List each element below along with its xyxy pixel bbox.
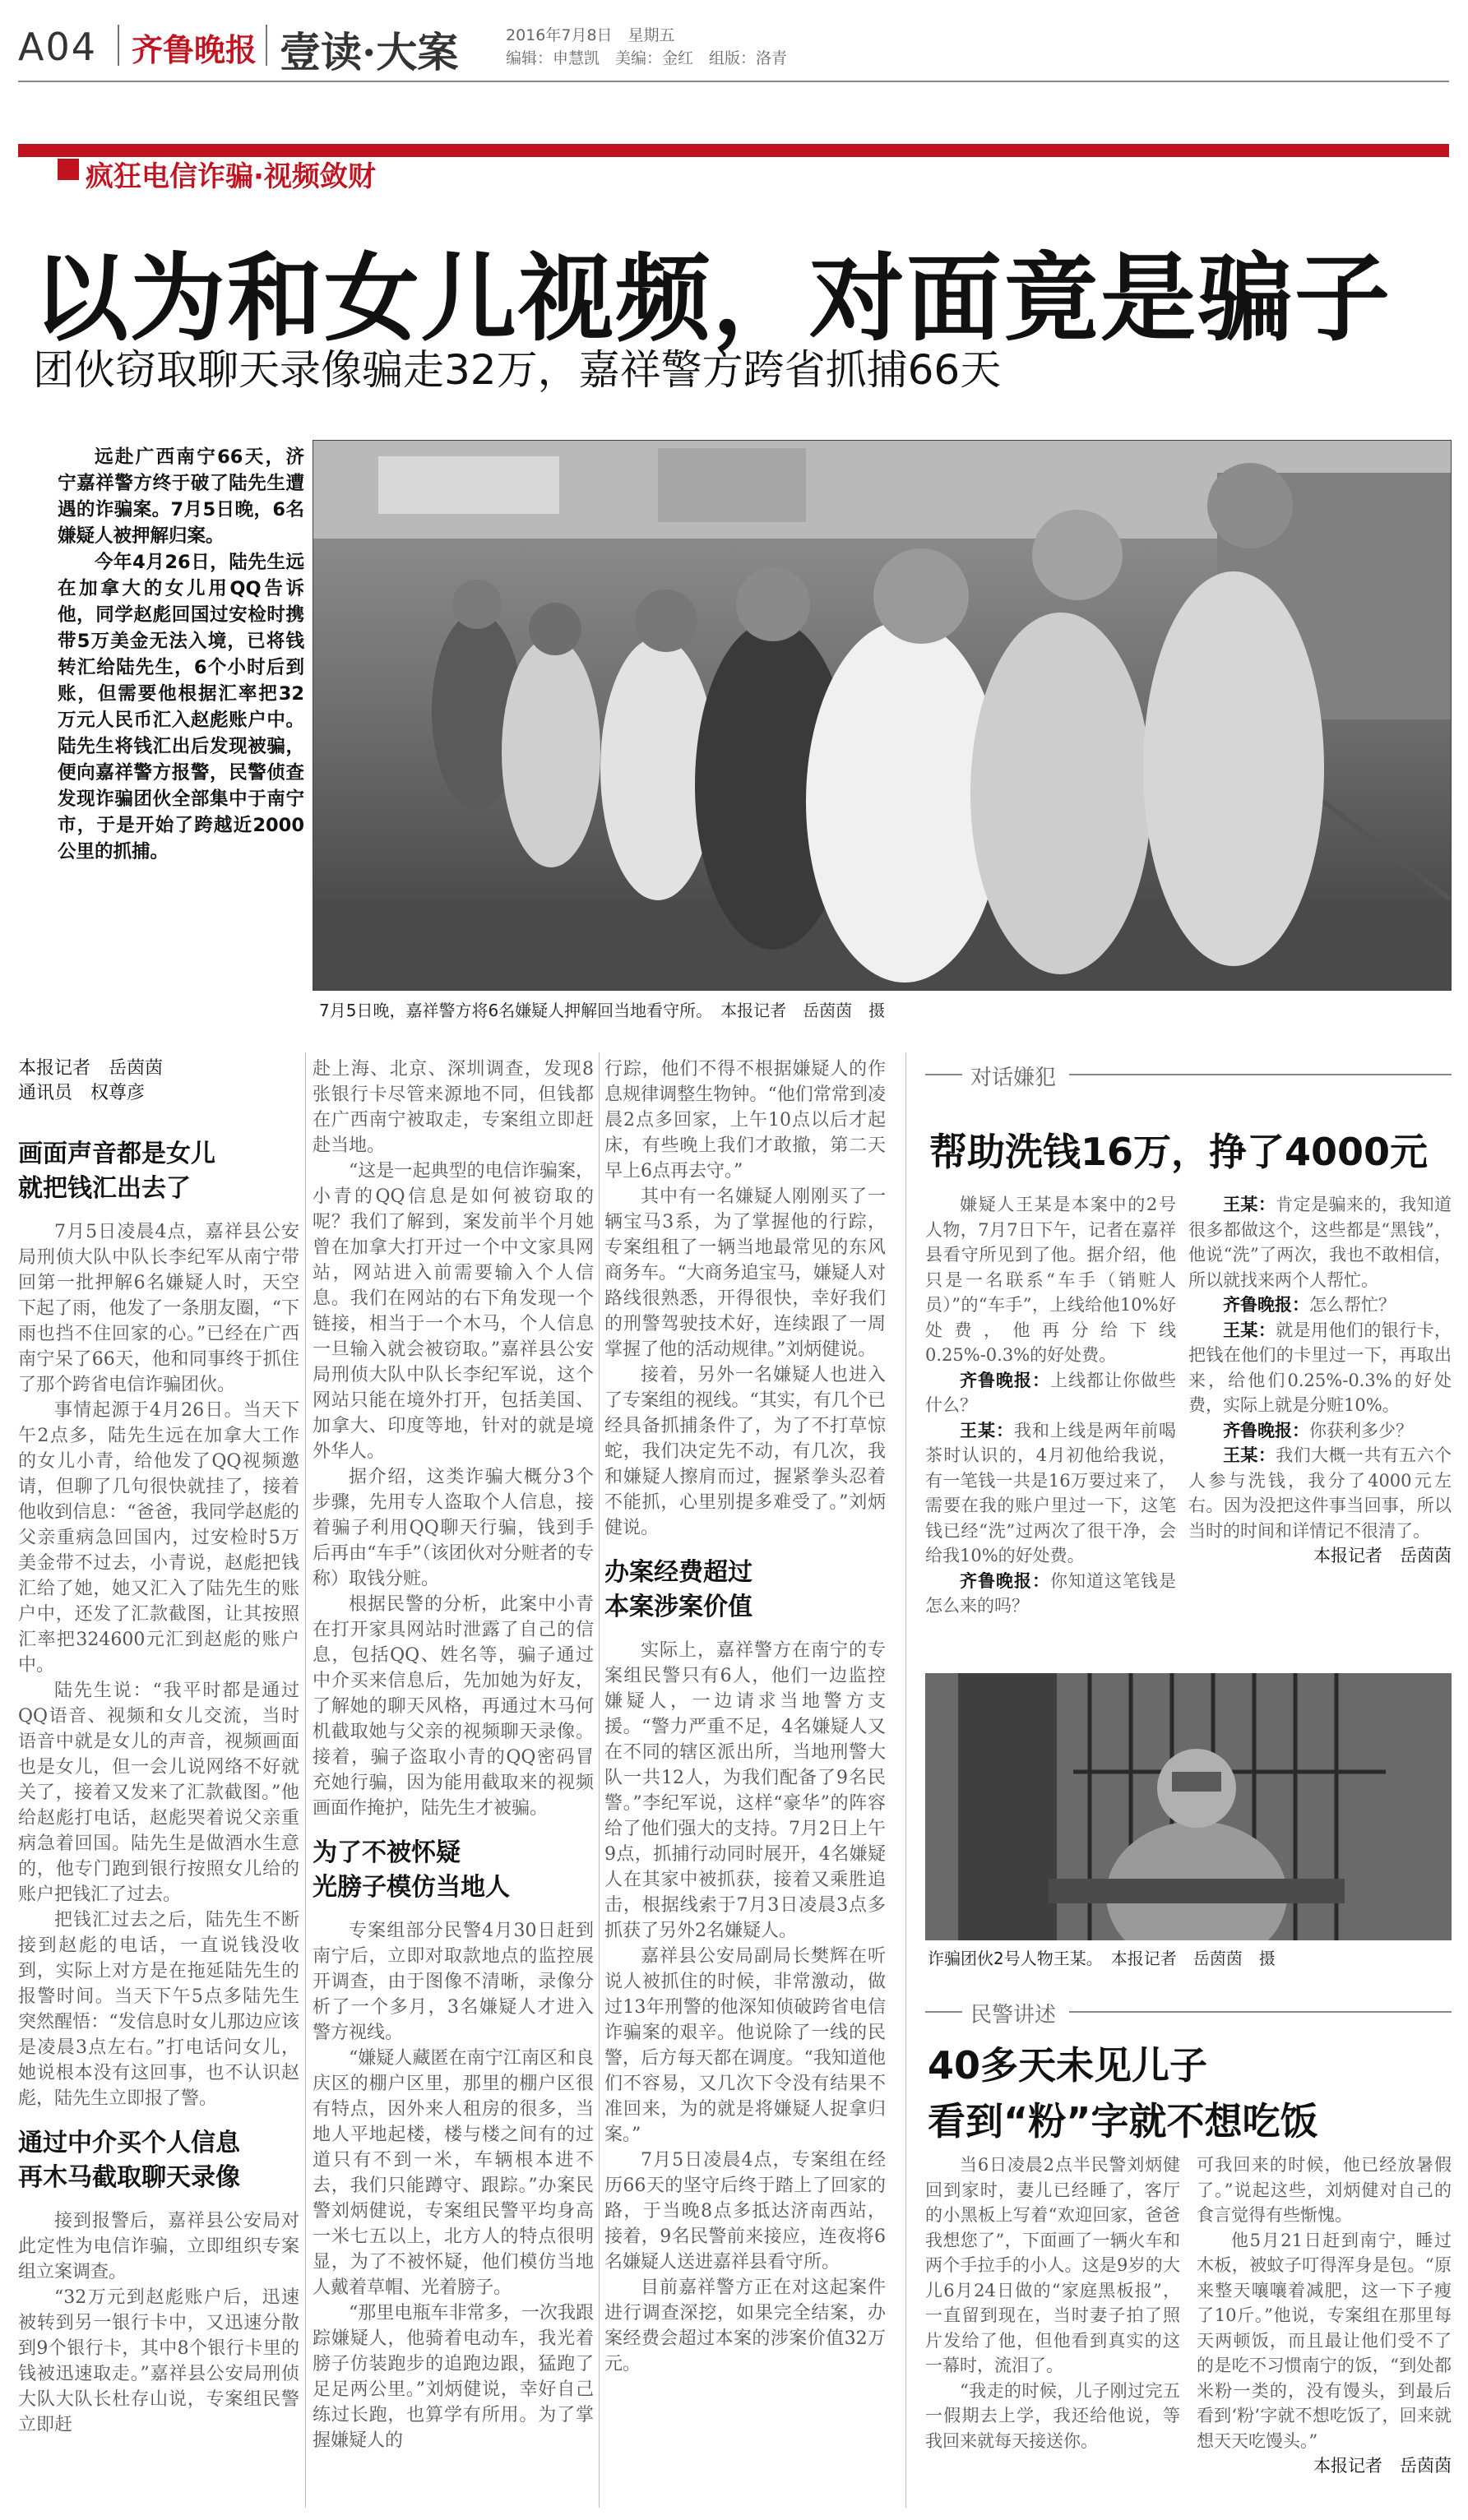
article-paragraph: 7月5日凌晨4点，专案组在经历66天的坚守后终于踏上了回家的路，于当晚8点多抵达济南西站，接着，9名民警前来接应，连夜将6名嫌疑人送进嘉祥县看守所。 <box>604 2150 886 2273</box>
sidebar-reporter: 本报记者 岳茵茵 <box>1313 1546 1452 1565</box>
lead-text: 远赴广西南宁66天，济宁嘉祥警方终于破了陆先生遭遇的诈骗案。7月5日晚，6名嫌疑人被押解归案。 <box>58 446 304 547</box>
interview-paragraph: 齐鲁晚报：怎么帮忙？ <box>1223 1294 1396 1315</box>
article-paragraph: 接到报警后，嘉祥县公安局对此定性为电信诈骗，立即组织专案组立案调查。 <box>18 2211 299 2282</box>
article-paragraph: 行踪，他们不得不根据嫌疑人的作息规律调整生物钟。“他们常常到凌晨2点多回家，上午10点以后才起床，有些晚上我们才敢撤，第二天早上6点再去守。” <box>604 1059 886 1181</box>
story-paragraph: 当6日凌晨2点半民警刘炳健回到家时，妻儿已经睡了，客厅的小黑板上写着“欢迎回家，爸爸我想您了”，下面画了一辆火车和两个手拉手的小人。这是9岁的大儿6月24日做的“家庭黑板报”，一直留到现在，当时妻子拍了照片发给了他，但他看到真实的这一幕时，流泪了。 <box>925 2155 1180 2375</box>
article-paragraph: “这是一起典型的电信诈骗案，小青的QQ信息是如何被窃取的呢？我们了解到，案发前半个月她曾在加拿大打开过一个中文家具网站，网站进入前需要输入个人信息。我们在网站的右下角发现一个链接，相当于一个木马，个人信息一旦输入就会被窃取。”嘉祥县公安局刑侦大队中队长李纪军说，这个网站只能在境外打开，包括美国、加拿大、印度等地，针对的就是境外华人。 <box>313 1161 594 1462</box>
interview-paragraph: 王某：我和上线是两年前喝茶时认识的，4月初他给我说，有一笔钱一共是16万要过来了，需要在我的账户里过一下，这笔钱已经“洗”过两次了很干净，会给我10%的好处费。 <box>925 1419 1176 1565</box>
tag-rule <box>1069 1074 1452 1075</box>
interview-paragraph: 齐鲁晚报：你知道这笔钱是怎么来的吗？ <box>925 1570 1176 1616</box>
headline: 以为和女儿视频，对面竟是骗子 <box>33 243 1392 354</box>
article-paragraph: “嫌疑人藏匿在南宁江南区和良庆区的棚户区里，那里的棚户区很有特点，因外来人租房的很多，当地人平地起楼，楼与楼之间有的过道只有不到一米，车辆根本进不去，我们只能蹲守、跟踪。”办案民警刘炳健说，专案组民警平均身高一米七五以上，北方人的特点很明显，为了不被怀疑，他们模仿当地人戴着草帽、光着膀子。 <box>313 2048 594 2298</box>
kicker: 疯狂电信诈骗·视频敛财 <box>86 160 376 193</box>
header-divider <box>266 25 267 66</box>
story-paragraph: 他5月21日赶到南宁，睡过木板，被蚊子叮得浑身是包。“原来整天嚷嚷着减肥，这一下子瘦了10斤。”他说，专案组在那里每天两顿饭，而且最让他们受不了的是吃不习惯南宁的饭，“到处都米粉一类的，没有馒头，到最后看到‘粉’字就不想吃饭了，回来就想天天吃馒头。” <box>1197 2230 1452 2451</box>
section-name: 壹读·大案 <box>280 28 459 76</box>
article-paragraph: “那里电瓶车非常多，一次我跟踪嫌疑人，他骑着电动车，我光着膀子仿装跑步的追跑边跟，猛跑了足足两公里。”刘炳健说，幸好自己练过长跑，也算学有所用。为了掌握嫌疑人的 <box>313 2303 594 2451</box>
article-paragraph: 接着，另外一名嫌疑人也进入了专案组的视线。“其实，有几个已经具备抓捕条件了，为了不打草惊蛇，我们决定先不动，有几次，我和嫌疑人擦肩而过，握紧拳头忍着不能抓，心里别提多难受了。”刘炳健说。 <box>604 1365 886 1538</box>
section-title: 通过中介买个人信息 再木马截取聊天录像 <box>18 2129 240 2192</box>
sidebar-tag: 民警讲述 <box>970 2003 1057 2028</box>
section-title: 为了不被怀疑 光膀子模仿当地人 <box>313 1838 510 1902</box>
interview-paragraph: 齐鲁晚报：你获利多少？ <box>1223 1419 1413 1440</box>
article-paragraph: 把钱汇过去之后，陆先生不断接到赵彪的电话，一直说钱没收到，实际上对方是在拖延陆先生的报警时间。当天下午5点多陆先生突然醒悟：“发信息时女儿那边应该是凌晨3点左右。”打电话问女儿，她说根本没有这回事，也不认识赵彪，陆先生立即报了警。 <box>18 1910 299 2109</box>
article-paragraph: 根据民警的分析，此案中小青在打开家具网站时泄露了自己的信息，包括QQ、姓名等，骗子通过中介买来信息后，先加她为好友，了解她的聊天风格，再通过木马何机截取她与父亲的视频聊天录像。接着，骗子盗取小青的QQ密码冒充她行骗，因为能用截取来的视频画面作掩护，陆先生才被骗。 <box>313 1594 594 1819</box>
byline-reporter: 本报记者 岳茵茵 <box>18 1058 164 1079</box>
interview-paragraph: 齐鲁晚报：上线都让你做些什么？ <box>925 1369 1176 1415</box>
header-rule <box>18 81 1449 82</box>
article-paragraph: 赴上海、北京、深圳调查，发现8张银行卡尽管来源地不同，但钱都在广西南宁被取走，专案组立即赶赴当地。 <box>313 1059 594 1156</box>
subheadline: 团伙窃取聊天录像骗走32万，嘉祥警方跨省抓捕66天 <box>33 346 1002 394</box>
kicker-square-icon <box>58 159 79 180</box>
sidebar-title <box>928 2037 1317 2149</box>
newspaper-name: 齐鲁晚报 <box>132 31 257 68</box>
article-paragraph: 其中有一名嫌疑人刚刚买了一辆宝马3系，为了掌握他的行踪，专案组租了一辆当地最常见的东风商务车。“大商务追宝马，嫌疑人对路线很熟悉，开得很快，幸好我们的刑警驾驶技术好，连续跟了一周掌握了他的活动规律。”刘炳健说。 <box>604 1186 886 1360</box>
story-column-left <box>925 2152 1180 2453</box>
arrest-photo <box>313 440 1452 991</box>
column-rule <box>905 1052 906 2508</box>
interview-column-right <box>1188 1192 1452 1569</box>
story-paragraph: “我走的时候，儿子刚过完五一假期去上学，我还给他说，等我回来就每天接送你。 <box>925 2380 1180 2451</box>
interview-paragraph: 王某：就是用他们的银行卡，把钱在他们的卡里过一下，再取出来，给他们0.25%-0.3%的好处费，实际上就是分赃10%。 <box>1188 1319 1452 1415</box>
byline-correspondent: 通讯员 权尊彦 <box>18 1083 146 1103</box>
sidebar-title-line: 40多天未见儿子 <box>928 2043 1208 2088</box>
lead-text-2: 今年4月26日，陆先生远在加拿大的女儿用QQ告诉他，同学赵彪回国过安检时携带5万美金无法入境，已将钱转汇给陆先生，6个小时后到账，但需要他根据汇率把32万元人民币汇入赵彪账户中。陆先生将钱汇出后发现被骗，便向嘉祥警方报警，民警侦查发现诈骗团伙全部集中于南宁市，于是开始了跨越近2000公里的抓捕。 <box>58 552 304 862</box>
article-column-1 <box>18 1057 299 2438</box>
date-line: 2016年7月8日 星期五 <box>506 26 675 44</box>
article-paragraph: 事情起源于4月26日。当天下午2点多，陆先生远在加拿大工作的女儿小青，给他发了QQ视频邀请，但聊了几句很快就挂了，接着他收到信息：“爸爸，我同学赵彪的父亲重病急回国内，过安检时5万美金带不过去，小青说，赵彪把钱汇给了她，她又汇入了陆先生的账户中，还发了汇款截图，让其按照汇率把324600元汇到赵彪的账户中。 <box>18 1400 299 1676</box>
article-column-2 <box>313 1057 594 2453</box>
article-paragraph: 据介绍，这类诈骗大概分3个步骤，先用专人盗取个人信息，接着骗子利用QQ聊天行骗，钱到手后再由“车手”（该团伙对分赃者的专称）取钱分赃。 <box>313 1467 594 1589</box>
tag-rule <box>925 1074 962 1075</box>
article-paragraph: 嘉祥县公安局副局长樊辉在听说人被抓住的时候，非常激动，做过13年刑警的他深知侦破跨省电信诈骗案的艰辛。他说除了一线的民警，后方每天都在调度。“我知道他们不容易，又几次下令没有结果不准回来，为的就是将嫌疑人捉拿归案。” <box>604 1946 886 2145</box>
photo-caption: 诈骗团伙2号人物王某。 本报记者 岳茵茵 摄 <box>928 1949 1276 1968</box>
section-title: 办案经费超过 本案涉案价值 <box>604 1558 753 1621</box>
lead-paragraph <box>58 444 304 865</box>
interview-paragraph: 王某：肯定是骗来的，我知道很多都做这个，这些都是“黑钱”，他说“洗”了两次，我也不敢相信，所以就找来两个人帮忙。 <box>1188 1194 1452 1290</box>
column-rule <box>599 1052 600 2508</box>
story-column-right <box>1197 2152 1452 2479</box>
sidebar-title: 帮助洗钱16万，挣了4000元 <box>929 1130 1429 1174</box>
interview-column-left <box>925 1192 1176 1619</box>
article-paragraph: 7月5日凌晨4点，嘉祥县公安局刑侦大队中队长李纪军从南宁带回第一批押解6名嫌疑人时，天空下起了雨，他发了一条朋友圈，“下雨也挡不住回家的心。”已经在广西南宁呆了66天，他和同事终于抓住了那个跨省电信诈骗团伙。 <box>18 1222 299 1395</box>
interview-paragraph: 嫌疑人王某是本案中的2号人物，7月7日下午，记者在嘉祥县看守所见到了他。据介绍，他只是一名联系“车手（销赃人员）”的“车手”，上线给他10%好处费，他再分给下线0.25%-0.3%的好处费。 <box>925 1195 1176 1365</box>
article-column-3 <box>604 1057 886 2377</box>
header-divider <box>118 25 119 66</box>
article-paragraph: “32万元到赵彪账户后，迅速被转到另一银行卡中，又迅速分散到9个银行卡，其中8个银行卡里的钱被迅速取走。”嘉祥县公安局刑侦大队大队长杜存山说，专案组民警立即赶 <box>18 2287 299 2435</box>
sidebar-title-line: 看到“粉”字就不想吃饭 <box>928 2099 1318 2143</box>
page-number: A04 <box>18 25 98 69</box>
suspect-photo <box>925 1673 1452 1940</box>
sidebar-tag: 对话嫌犯 <box>970 1066 1057 1090</box>
staff-line: 编辑：申慧凯 美编：金红 组版：洛青 <box>506 49 788 67</box>
article-paragraph: 目前嘉祥警方正在对这起案件进行调查深挖，如果完全结案，办案经费会超过本案的涉案价值32万元。 <box>604 2277 886 2374</box>
tag-rule <box>925 2011 962 2013</box>
article-paragraph: 陆先生说：“我平时都是通过QQ语音、视频和女儿交流，当时语音中就是女儿的声音，视频画面也是女儿，但一会儿说网络不好就关了，接着又发来了汇款截图。”他给赵彪打电话，赵彪哭着说父亲重病急着回国。陆先生是做酒水生意的，他专门跑到银行按照女儿给的账户把钱汇了过去。 <box>18 1681 299 1905</box>
photo-caption: 7月5日晚，嘉祥警方将6名嫌疑人押解回当地看守所。 本报记者 岳茵茵 摄 <box>319 1001 886 1020</box>
article-paragraph: 专案组部分民警4月30日赶到南宁后，立即对取款地点的监控展开调查，由于图像不清晰，录像分析了一个多月，3名嫌疑人才进入警方视线。 <box>313 1921 594 2043</box>
story-paragraph: 可我回来的时候，他已经放暑假了。”说起这些，刘炳健对自己的食言觉得有些惭愧。 <box>1197 2155 1452 2225</box>
interview-paragraph: 王某：我们大概一共有五六个人参与洗钱，我分了4000元左右。因为没把这件事当回事，所以当时的时间和详情记不很清了。 <box>1188 1445 1452 1541</box>
article-paragraph: 实际上，嘉祥警方在南宁的专案组民警只有6人，他们一边监控嫌疑人，一边请求当地警方支援。“警力严重不足，4名嫌疑人又在不同的辖区派出所，当地刑警大队一共12人，为我们配备了9名民警。”李纪军说，这样“豪华”的阵容给了他们强大的支持。7月2日上午9点，抓捕行动同时展开，4名嫌疑人在其家中被抓获，接着又乘胜追击，根据线索于7月3日凌晨3点多抓获了另外2名嫌疑人。 <box>604 1640 886 1941</box>
section-title: 画面声音都是女儿 就把钱汇出去了 <box>18 1140 215 1203</box>
tag-rule <box>1069 2011 1452 2013</box>
sidebar-reporter: 本报记者 岳茵茵 <box>1313 2456 1452 2476</box>
column-rule <box>305 1052 306 2508</box>
